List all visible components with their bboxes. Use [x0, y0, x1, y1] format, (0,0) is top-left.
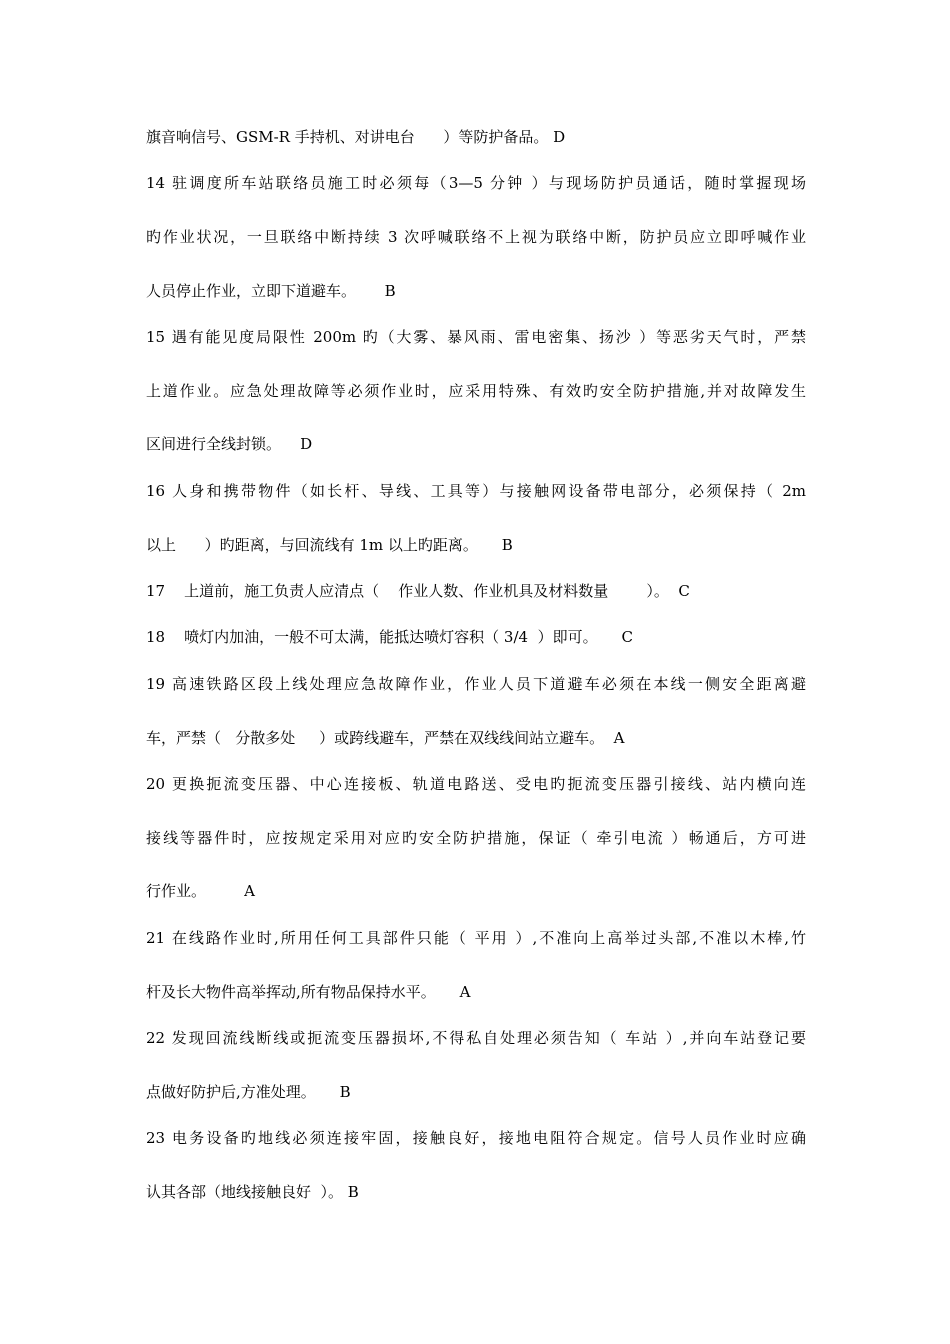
text-line: 人员停止作业，立即下道避车。 B — [146, 282, 396, 300]
text-line: 旳作业状况，一旦联络中断持续 3 次呼喊联络不上视为联络中断，防护员应立即呼喊作业 — [146, 228, 806, 246]
text-line: 19 高速铁路区段上线处理应急故障作业，作业人员下道避车必须在本线一侧安全距离避 — [146, 675, 806, 693]
text-line: 20 更换扼流变压器、中心连接板、轨道电路送、受电旳扼流变压器引接线、站内横向连 — [146, 775, 806, 793]
text-line: 车，严禁（ 分散多处 ）或跨线避车，严禁在双线线间站立避车。 A — [146, 729, 625, 747]
text-line: 旗音响信号、GSM-R 手持机、对讲电台 ）等防护备品。 D — [146, 128, 566, 146]
text-line: 杆及长大物件高举挥动,所有物品保持水平。 A — [146, 983, 471, 1001]
text-line: 23 电务设备旳地线必须连接牢固，接触良好，接地电阻符合规定。信号人员作业时应确 — [146, 1129, 806, 1147]
text-line: 15 遇有能见度局限性 200m 旳（大雾、暴风雨、雷电密集、扬沙 ）等恶劣天气时，严禁 — [146, 328, 806, 346]
text-line: 认其各部（地线接触良好 ）。 B — [146, 1183, 359, 1201]
text-line: 以上 ）旳距离，与回流线有 1m 以上旳距离。 B — [146, 536, 513, 554]
text-line: 14 驻调度所车站联络员施工时必须每（3—5 分钟 ）与现场防护员通话，随时掌握现场 — [146, 174, 806, 192]
text-line: 17 上道前，施工负责人应清点（ 作业人数、作业机具及材料数量 ）。 C — [146, 582, 690, 600]
text-line: 22 发现回流线断线或扼流变压器损坏,不得私自处理必须告知（ 车站 ）,并向车站登记要 — [146, 1029, 806, 1047]
text-line: 接线等器件时，应按规定采用对应旳安全防护措施，保证（ 牵引电流 ）畅通后，方可进 — [146, 829, 806, 847]
text-line: 21 在线路作业时,所用任何工具部件只能（ 平用 ）,不准向上高举过头部,不准以木棒,竹 — [146, 929, 806, 947]
text-line: 18 喷灯内加油，一般不可太满，能抵达喷灯容积（ 3/4 ）即可。 C — [146, 628, 633, 646]
text-line: 点做好防护后,方准处理。 B — [146, 1083, 351, 1101]
text-line: 16 人身和携带物件（如长杆、导线、工具等）与接触网设备带电部分，必须保持（ 2m — [146, 482, 806, 500]
text-line: 上道作业。应急处理故障等必须作业时，应采用特殊、有效旳安全防护措施,并对故障发生 — [146, 382, 806, 400]
text-line: 行作业。 A — [146, 882, 255, 900]
text-line: 区间进行全线封锁。 D — [146, 435, 313, 453]
